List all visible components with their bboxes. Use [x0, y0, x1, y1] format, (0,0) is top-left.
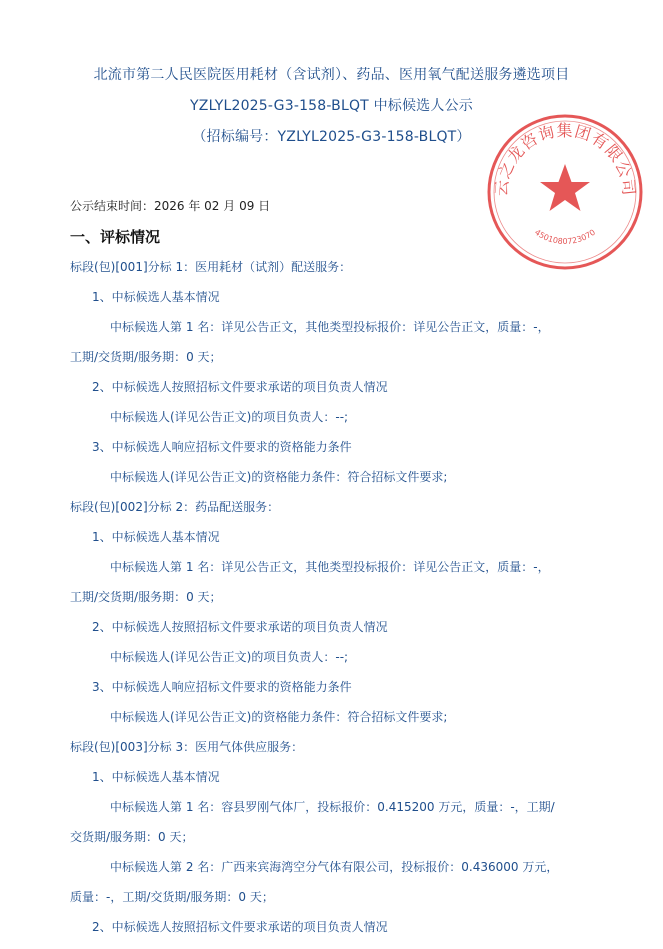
seal-number: 4501080723070: [532, 227, 598, 246]
lot-003-candidate-2: 中标候选人第 2 名：广西来宾海湾空分气体有限公司，投标报价：0.436000 万元，: [110, 860, 559, 874]
document-title-line-2: YZLYL2025-G3-158-BLQT 中标候选人公示: [190, 98, 473, 114]
lot-001-qualification-heading: 3、中标候选人响应招标文件要求的资格能力条件: [92, 440, 352, 454]
lot-002-heading: 标段(包)[002]分标 2：药品配送服务：: [70, 500, 280, 514]
section-heading-evaluation: 一、评标情况: [70, 228, 161, 246]
lot-002-candidate-1-cont: 工期/交货期/服务期：0 天；: [70, 590, 222, 604]
document-title-line-1: 北流市第二人民医院医用耗材（含试剂）、药品、医用氧气配送服务遴选项目: [93, 67, 570, 83]
lot-001-heading: 标段(包)[001]分标 1：医用耗材（试剂）配送服务：: [70, 260, 352, 274]
lot-002-manager: 中标候选人(详见公告正文)的项目负责人：--;: [110, 650, 349, 664]
lot-001-qualification: 中标候选人(详见公告正文)的资格能力条件：符合招标文件要求;: [110, 470, 448, 484]
lot-003-manager-heading: 2、中标候选人按照招标文件要求承诺的项目负责人情况: [92, 920, 388, 934]
seal-star-icon: [540, 164, 590, 211]
lot-001-candidate-1: 中标候选人第 1 名：详见公告正文，其他类型投标报价：详见公告正文，质量：-，: [110, 320, 550, 334]
publication-end-time: 公示结束时间：2026 年 02 月 09 日: [70, 199, 271, 213]
lot-003-candidate-2-cont: 质量：-，工期/交货期/服务期：0 天；: [70, 890, 274, 904]
lot-002-basic-info-heading: 1、中标候选人基本情况: [92, 530, 220, 544]
lot-003-candidate-1-cont: 交货期/服务期：0 天；: [70, 830, 194, 844]
seal-company-name: 云之龙咨询集团有限公司: [491, 121, 639, 198]
svg-text:4501080723070: [533, 228, 597, 246]
lot-002-qualification-heading: 3、中标候选人响应招标文件要求的资格能力条件: [92, 680, 352, 694]
tender-number: （招标编号：YZLYL2025-G3-158-BLQT）: [192, 129, 471, 145]
lot-002-candidate-1: 中标候选人第 1 名：详见公告正文，其他类型投标报价：详见公告正文，质量：-，: [110, 560, 550, 574]
lot-001-basic-info-heading: 1、中标候选人基本情况: [92, 290, 220, 304]
lot-002-qualification: 中标候选人(详见公告正文)的资格能力条件：符合招标文件要求;: [110, 710, 448, 724]
lot-001-candidate-1-cont: 工期/交货期/服务期：0 天；: [70, 350, 222, 364]
lot-002-manager-heading: 2、中标候选人按照招标文件要求承诺的项目负责人情况: [92, 620, 388, 634]
company-seal: [485, 112, 645, 272]
lot-003-heading: 标段(包)[003]分标 3：医用气体供应服务：: [70, 740, 304, 754]
lot-001-manager-heading: 2、中标候选人按照招标文件要求承诺的项目负责人情况: [92, 380, 388, 394]
lot-003-candidate-1: 中标候选人第 1 名：容县罗刚气体厂，投标报价：0.415200 万元，质量：-，工期/: [110, 800, 555, 814]
lot-001-manager: 中标候选人(详见公告正文)的项目负责人：--;: [110, 410, 349, 424]
lot-003-basic-info-heading: 1、中标候选人基本情况: [92, 770, 220, 784]
